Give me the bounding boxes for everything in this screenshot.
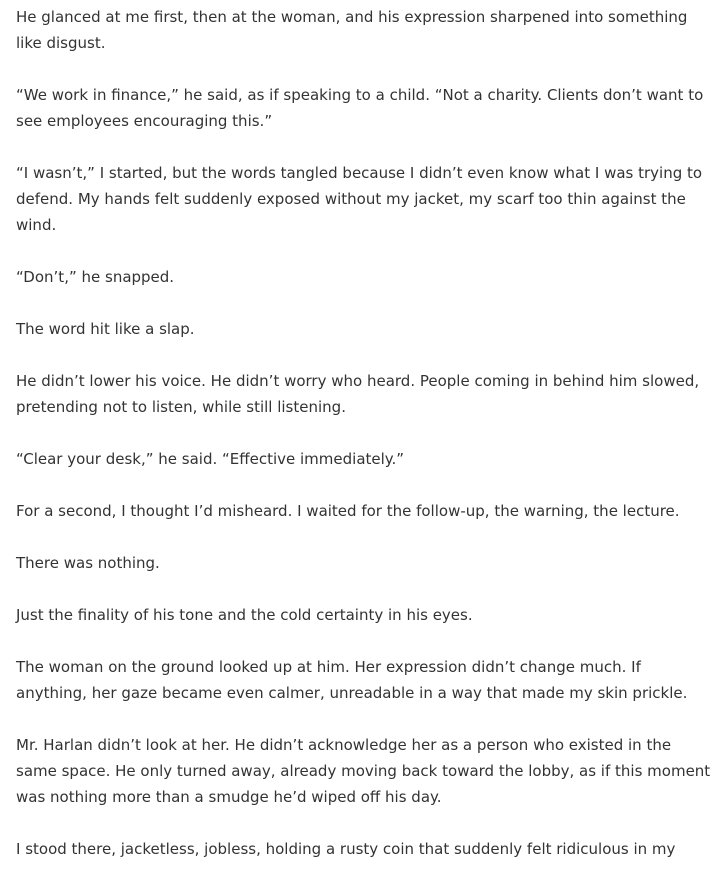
article-body [16,4,714,888]
paragraph: For a second, I thought I’d misheard. I waited for the follow-up, the warning, the lecture. [16,502,680,520]
paragraph: “Clear your desk,” he said. “Effective immediately.” [16,450,405,468]
paragraph: There was nothing. [16,554,160,572]
paragraph: “We work in finance,” he said, as if speaking to a child. “Not a charity. Clients don’t want to see employees encouraging this.” [16,86,704,130]
paragraph: The woman on the ground looked up at him. Her expression didn’t change much. If anything, her gaze became even calmer, unreadable in a way that made my skin prickle. [16,658,688,702]
paragraph: Just the finality of his tone and the cold certainty in his eyes. [16,606,473,624]
paragraph: Mr. Harlan didn’t look at her. He didn’t acknowledge her as a person who existed in the same space. He only turned away, already moving back toward the lobby, as if this moment was nothing more than a smudge he’d wiped off his day. [16,736,711,806]
paragraph: He glanced at me first, then at the woman, and his expression sharpened into something like disgust. [16,8,688,52]
paragraph: I stood there, jacketless, jobless, holding a rusty coin that suddenly felt ridiculous in my [16,840,676,858]
paragraph: The word hit like a slap. [16,320,195,338]
paragraph: “I wasn’t,” I started, but the words tangled because I didn’t even know what I was trying to defend. My hands felt suddenly exposed without my jacket, my scarf too thin against the wind. [16,164,703,234]
paragraph: He didn’t lower his voice. He didn’t worry who heard. People coming in behind him slowed, pretending not to listen, while still listening. [16,372,700,416]
paragraph: “Don’t,” he snapped. [16,268,175,286]
